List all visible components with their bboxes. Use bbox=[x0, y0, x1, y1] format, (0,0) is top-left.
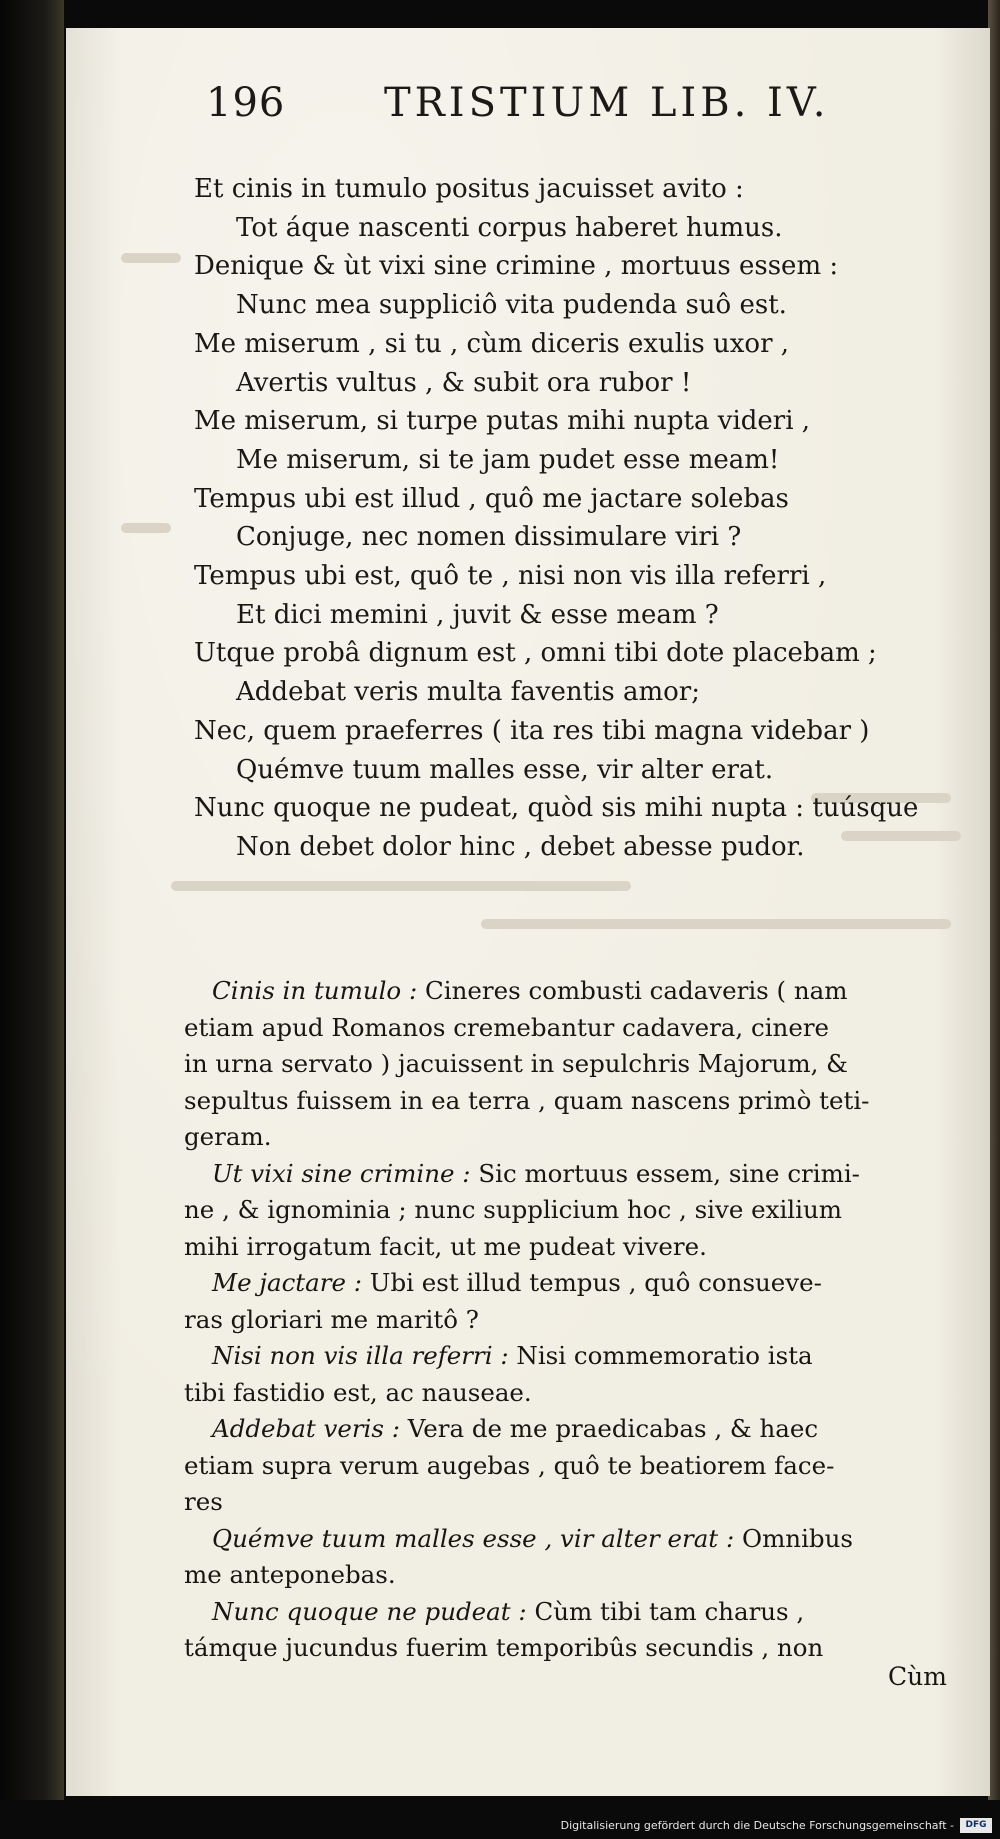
commentary-line bbox=[184, 1156, 984, 1193]
commentary-line bbox=[184, 1557, 984, 1594]
running-head bbox=[66, 80, 990, 140]
commentary-lemma: Nisi non vis illa referri : bbox=[212, 1341, 509, 1370]
verse-line: Nunc mea suppliciô vita pudenda suô est. bbox=[236, 290, 787, 321]
book-page bbox=[66, 28, 990, 1796]
commentary-text: ne , & ignominia ; nunc supplicium hoc , sive exilium bbox=[184, 1195, 842, 1224]
commentary-lemma: Nunc quoque ne pudeat : bbox=[212, 1596, 527, 1626]
commentary-line bbox=[184, 1119, 984, 1156]
commentary-text: etiam apud Romanos cremebantur cadavera, cinere bbox=[184, 1012, 830, 1042]
verse-line: Tempus ubi est, quô te , nisi non vis illa referri , bbox=[194, 561, 827, 592]
running-title: TRISTIUM LIB. IV. bbox=[384, 80, 830, 126]
commentary-text: ras gloriari me maritô ? bbox=[184, 1304, 479, 1334]
verse-line: Me miserum , si tu , cùm diceris exulis uxor , bbox=[194, 328, 790, 359]
commentary-line bbox=[184, 1302, 984, 1339]
funding-credit: Digitalisierung gefördert durch die Deutsche Forschungsgemeinschaft - bbox=[560, 1819, 954, 1832]
commentary-line bbox=[184, 1265, 984, 1302]
commentary-line bbox=[184, 1448, 984, 1485]
commentary-text: Cineres combusti cadaveris ( nam bbox=[417, 976, 848, 1005]
verse-line: Utque probâ dignum est , omni tibi dote placebam ; bbox=[194, 638, 877, 669]
verse-line: Denique & ùt vixi sine crimine , mortuus essem : bbox=[194, 251, 839, 282]
commentary-line bbox=[184, 1010, 984, 1047]
verse-line: Me miserum, si te jam pudet esse meam! bbox=[236, 444, 780, 475]
commentary-text: Cùm tibi tam charus , bbox=[526, 1596, 805, 1626]
commentary-lemma: Ut vixi sine crimine : bbox=[212, 1158, 471, 1188]
commentary-line bbox=[184, 1375, 984, 1412]
verse-line: Tempus ubi est illud , quô me jactare solebas bbox=[194, 483, 789, 514]
book-gutter bbox=[0, 0, 64, 1800]
commentary-line bbox=[184, 1630, 984, 1667]
commentary-line bbox=[184, 1484, 984, 1521]
commentary-line bbox=[184, 1192, 984, 1229]
page-number: 196 bbox=[206, 80, 286, 126]
commentary-text: etiam supra verum augebas , quô te beatiorem face- bbox=[184, 1450, 835, 1480]
commentary-text: támque jucundus fuerim temporibûs secundis , non bbox=[184, 1633, 824, 1662]
commentary-text: Vera de me praedicabas , & haec bbox=[400, 1414, 819, 1443]
commentary-text: me anteponebas. bbox=[184, 1560, 396, 1589]
commentary-line bbox=[184, 1046, 984, 1083]
verse-line: Et dici memini , juvit & esse meam ? bbox=[236, 599, 719, 630]
commentary-lemma: Addebat veris : bbox=[212, 1414, 400, 1443]
verse-block bbox=[194, 170, 984, 867]
commentary-text: res bbox=[184, 1487, 223, 1516]
commentary-line bbox=[184, 1521, 984, 1558]
verse-line: Quémve tuum malles esse, vir alter erat. bbox=[236, 754, 774, 785]
commentary-line bbox=[184, 973, 984, 1010]
commentary-line bbox=[184, 1229, 984, 1266]
footer-bar bbox=[0, 1814, 1000, 1839]
commentary-lemma: Me jactare : bbox=[212, 1268, 363, 1297]
commentary-line bbox=[184, 1083, 984, 1120]
commentary-line bbox=[184, 1338, 984, 1375]
verse-line: Conjuge, nec nomen dissimulare viri ? bbox=[236, 522, 742, 553]
verse-line: Me miserum, si turpe putas mihi nupta videri , bbox=[194, 406, 811, 437]
commentary-block bbox=[184, 973, 984, 1667]
verse-line: Avertis vultus , & subit ora rubor ! bbox=[236, 367, 692, 398]
commentary-text: in urna servato ) jacuissent in sepulchris Majorum, & bbox=[184, 1049, 848, 1078]
commentary-line bbox=[184, 1594, 984, 1631]
verse-line: Et cinis in tumulo positus jacuisset avito : bbox=[194, 174, 744, 204]
verse-line: Tot áque nascenti corpus haberet humus. bbox=[236, 212, 783, 243]
catchword: Cùm bbox=[888, 1662, 947, 1691]
commentary-text: Sic mortuus essem, sine crimi- bbox=[470, 1158, 860, 1188]
commentary-text: sepultus fuissem in ea terra , quam nascens primò teti- bbox=[184, 1085, 870, 1115]
verse-line: Nec, quem praeferres ( ita res tibi magna videbar ) bbox=[194, 715, 870, 746]
commentary-text: Ubi est illud tempus , quô consueve- bbox=[362, 1268, 822, 1297]
commentary-text: tibi fastidio est, ac nauseae. bbox=[184, 1377, 532, 1407]
verse-line: Non debet dolor hinc , debet abesse pudor. bbox=[236, 831, 805, 862]
commentary-text: geram. bbox=[184, 1122, 272, 1151]
commentary-text: mihi irrogatum facit, ut me pudeat vivere. bbox=[184, 1231, 707, 1261]
verse-line: Addebat veris multa faventis amor; bbox=[236, 677, 700, 708]
dfg-logo-icon: DFG bbox=[960, 1818, 992, 1833]
commentary-lemma: Quémve tuum malles esse , vir alter erat : bbox=[212, 1523, 735, 1553]
commentary-text: Omnibus bbox=[734, 1523, 853, 1553]
verse-line: Nunc quoque ne pudeat, quòd sis mihi nupta : tuúsque bbox=[194, 793, 919, 824]
commentary-text: Nisi commemoratio ista bbox=[508, 1341, 813, 1370]
commentary-line bbox=[184, 1411, 984, 1448]
commentary-lemma: Cinis in tumulo : bbox=[212, 976, 418, 1005]
